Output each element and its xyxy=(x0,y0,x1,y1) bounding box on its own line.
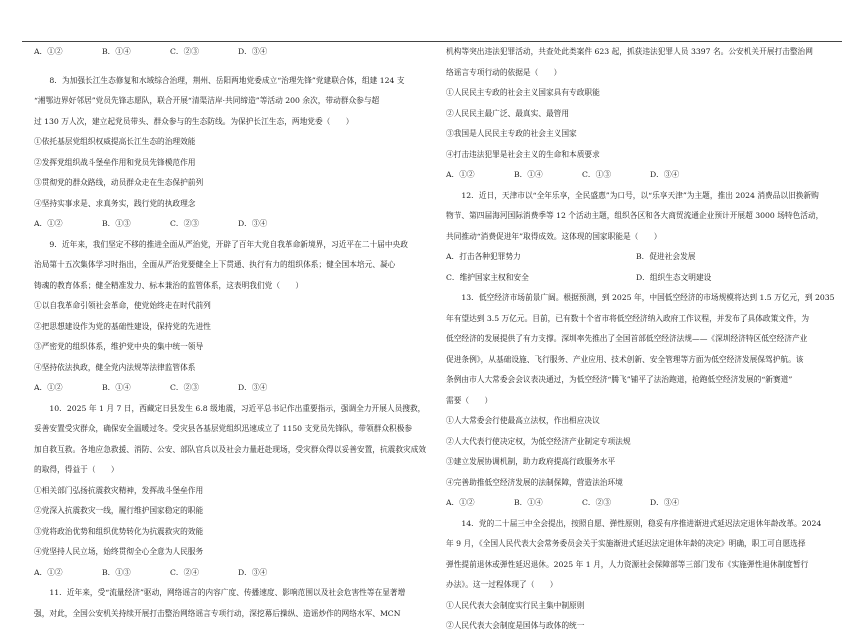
question-13 xyxy=(446,288,841,514)
q12-options-row2 xyxy=(446,268,841,289)
option: B．①④ xyxy=(514,498,543,507)
option: B．①④ xyxy=(102,47,131,56)
question-stem: 治局第十五次集体学习时指出，全面从严治党要健全上下贯通、执行有力的组织体系；健全国本培元、凝心 xyxy=(34,260,396,269)
question-stem: 条例由市人大常委会会议表决通过，为低空经济“腾飞”铺平了法治跑道，抢跑低空经济发展的“新赛道” xyxy=(446,375,793,384)
question-stem: 办法》。这一过程体现了（ ） xyxy=(446,580,558,589)
choice-item: ①人大常委会行使最高立法权，作出相应决议 xyxy=(446,416,600,425)
question-12 xyxy=(446,186,841,289)
option: D．③④ xyxy=(650,170,680,179)
question-stem: 促进条例》，从基础设施、飞行服务、产业应用、技术创新、安全管理等方面为低空经济发展保驾护航。该 xyxy=(446,354,804,364)
option: D．组织生态文明建设 xyxy=(636,272,712,282)
choice-item: ②人民代表大会制度是国体与政体的统一 xyxy=(446,621,585,630)
choice-item: ③建立发展协调机制，助力政府提高行政服务水平 xyxy=(446,457,616,466)
choice-item: ④打击违法犯罪是社会主义的生命和本质要求 xyxy=(446,149,600,159)
choice-item: ②人大代表行使决定权，为低空经济产业制定专项法规 xyxy=(446,436,631,446)
q12-options-row1 xyxy=(446,247,841,268)
choice-item: ④党坚持人民立场，始终贯彻全心全意为人民服务 xyxy=(34,547,204,556)
question-stem: 络谣言专项行动的依据是（ ） xyxy=(446,67,562,77)
q7-options xyxy=(34,42,429,63)
option: A．①② xyxy=(34,219,63,228)
question-stem: 机构等突出违法犯罪活动，共查处此类案件 623 起，抓获违法犯罪人员 3397 名。公安机关开展打击整治网 xyxy=(446,47,813,56)
question-stem: 物节、第四届海河国际消费季等 12 个活动主题，组织各区和各大商贸流通企业预计开展超 3000 场特色活动， xyxy=(446,211,824,220)
option: D．③④ xyxy=(238,383,268,392)
option: C．②③ xyxy=(170,219,199,228)
choice-item: ④坚持依法执政，健全党内法规等法律监管体系 xyxy=(34,362,196,372)
option: C．②④ xyxy=(170,567,199,577)
right-column xyxy=(446,42,841,637)
question-stem: 12．近日，天津市以“全年乐享，全民盛惠”为口号，以“乐享天津”为主题，推出 2024 消费品以旧换新购 xyxy=(461,190,819,200)
question-8 xyxy=(34,71,429,235)
option: B．①③ xyxy=(102,219,131,228)
choice-item: ①人民代表大会制度实行民主集中制原则 xyxy=(446,600,585,610)
choice-item: ①依托基层党组织权威提高长江生态的治理效能 xyxy=(34,137,196,146)
question-stem: 过 130 万人次，建立起党员带头、群众参与的生态防线。为保护长江生态，两地党委（ ） xyxy=(34,116,354,126)
option: B．①③ xyxy=(102,567,131,577)
option: A．①② xyxy=(446,498,475,507)
option: D．③④ xyxy=(238,219,268,228)
choice-item: ③党将政治优势和组织优势转化为抗震救灾的效能 xyxy=(34,526,204,536)
question-stem: 10．2025 年 1 月 7 日，西藏定日县发生 6.8 级地震，习近平总书记作出重要指示，强调全力开展人员搜救， xyxy=(49,403,426,413)
choice-item: ③贯彻党的群众路线，动员群众走在生态保护前列 xyxy=(34,178,204,187)
choice-item: ②发挥党组织战斗堡垒作用和党员先锋模范作用 xyxy=(34,157,196,167)
question-stem: 14．党的二十届三中全会提出，按照自愿、弹性原则，稳妥有序推进渐进式延迟法定退休年龄改革。2024 xyxy=(461,518,822,528)
question-10 xyxy=(34,399,429,584)
question-11 xyxy=(34,583,429,624)
choice-item: ①相关部门弘扬抗震救灾精神，发挥战斗堡垒作用 xyxy=(34,485,204,495)
question-stem: 低空经济的发展提供了有力支撑。深圳率先推出了全国首部低空经济法规——《深圳经济特区低空经济产业 xyxy=(446,334,808,343)
choice-item: ③我国是人民民主专政的社会主义国家 xyxy=(446,129,577,138)
option: D．③④ xyxy=(650,498,680,507)
option: A．①② xyxy=(34,567,63,577)
choice-item: ④完善助推低空经济发展的法制保障，营造法治环境 xyxy=(446,477,623,487)
question-14 xyxy=(446,514,841,637)
choice-item: ②人民民主最广泛、最真实、最管用 xyxy=(446,108,570,118)
option: C．①③ xyxy=(582,170,611,179)
option: C．②③ xyxy=(582,498,611,507)
option: A．①② xyxy=(446,170,475,179)
question-stem: 弹性提前退休或弹性延迟退休。2025 年 1 月，人力资源社会保障部等三部门发布《实施弹性退休制度暂行 xyxy=(446,559,809,569)
q13-options xyxy=(446,493,841,514)
question-stem: 13．低空经济市场前景广阔。根据预测，到 2025 年，中国低空经济的市场规模将达到 1.5 万亿元，到 2035 xyxy=(461,293,835,302)
choice-item: ④坚持实事求是、求真务实，践行党的执政理念 xyxy=(34,198,196,208)
choice-item: ②党深入抗震救灾一线，履行维护国家稳定的职能 xyxy=(34,506,204,515)
option: C．②③ xyxy=(170,383,199,392)
question-stem: 共同推动“消费促进年”取得成效。这体现的国家职能是（ ） xyxy=(446,231,662,241)
question-stem: “湘鄂边界好邻居”党员先锋志愿队，联合开展“清渠洁岸·共同缔造”等活动 200 余次，带动群众参与超 xyxy=(34,96,380,105)
option: C．②③ xyxy=(170,47,199,56)
choice-item: ①以自我革命引领社会革命，使党始终走在时代前列 xyxy=(34,301,211,310)
choice-item: ②把思想建设作为党的基础性建设，保持党的先进性 xyxy=(34,321,211,331)
q9-options xyxy=(34,378,429,399)
question-stem: 9．近年来，我们坚定不移的推进全面从严治党，开辟了百年大党自我革命新境界，习近平在二十届中央政 xyxy=(49,239,408,249)
option: B．①④ xyxy=(514,170,543,179)
left-column xyxy=(34,42,429,624)
question-11-continued xyxy=(446,42,841,186)
question-stem: 加自救互救。各地应急救援、消防、公安、部队官兵以及社会力量赶赴现场，受灾群众得以妥善安置，抗震救灾成效 xyxy=(34,444,427,454)
q11-options xyxy=(446,165,841,186)
question-stem: 妥善安置受灾群众，确保安全温暖过冬。受灾县各基层党组织迅速成立了 1150 支党员先锋队，带领群众积极参 xyxy=(34,424,413,433)
question-stem: 年有望达到 3.5 万亿元。目前，已有数十个省市将低空经济纳入政府工作议程，并发布了具体政策文件，为 xyxy=(446,313,810,323)
question-9 xyxy=(34,235,429,399)
question-stem: 8．为加强长江生态修复和水域综合治理，荆州、岳阳两地党委成立“治理先锋”党建联合体，组建 124 支 xyxy=(49,75,405,85)
q10-options xyxy=(34,563,429,584)
option: B．促进社会发展 xyxy=(636,252,696,261)
option: A．打击各种犯罪势力 xyxy=(446,252,521,261)
q8-options xyxy=(34,214,429,235)
option: B．①④ xyxy=(102,383,131,392)
question-stem: 铸魂的教育体系；健全精准发力、标本兼治的监管体系，这表明我们党（ ） xyxy=(34,280,304,290)
option: A．①② xyxy=(34,383,63,392)
choice-item: ①人民民主专政的社会主义国家具有专政职能 xyxy=(446,88,600,97)
option: D．③④ xyxy=(238,567,268,577)
option: C．维护国家主权和安全 xyxy=(446,272,529,282)
choice-item: ③严密党的组织体系，维护党中央的集中统一领导 xyxy=(34,342,204,351)
question-stem: 的取得，得益于（ ） xyxy=(34,465,119,474)
question-stem: 11．近年来，受“流量经济”驱动，网络谣言的内容广度、传播速度、影响范围以及社会危害性等在显著增 xyxy=(49,588,406,597)
option: D．③④ xyxy=(238,47,268,56)
question-stem: 强，对此，全国公安机关持续开展打击整治网络谣言专项行动，深挖幕后操纵、造谣炒作的网络水军、MCN xyxy=(34,608,401,618)
question-stem: 需要（ ） xyxy=(446,395,493,405)
question-stem: 年 9 月，《全国人民代表大会常务委员会关于实施渐进式延迟法定退休年龄的决定》明确，职工可自愿选择 xyxy=(446,539,806,548)
option: A．①② xyxy=(34,47,63,56)
